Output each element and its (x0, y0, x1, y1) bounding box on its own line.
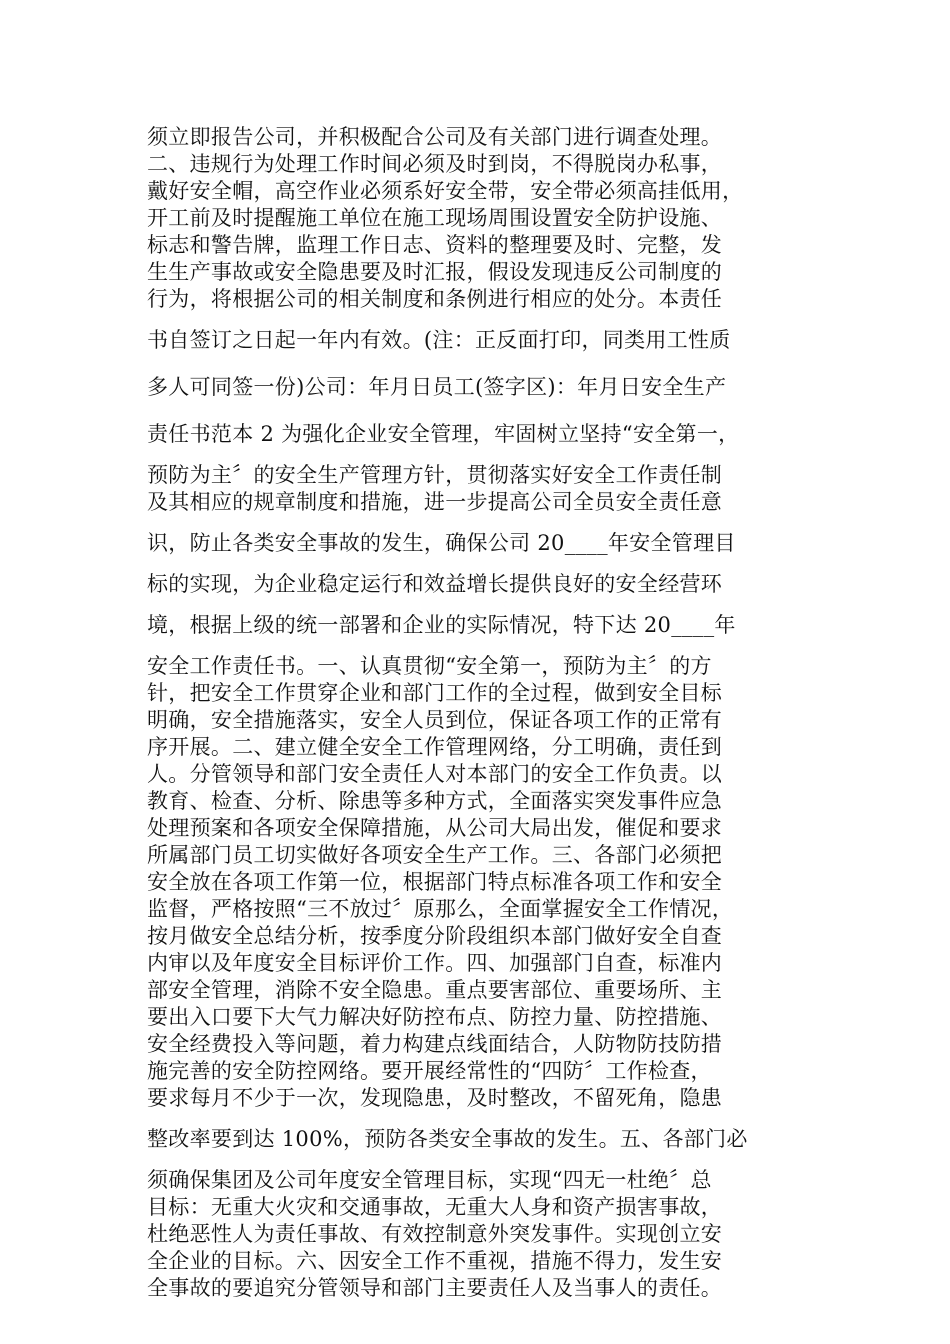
text-line: 安全经费投入等问题，着力构建点线面结合，人防物防技防措 (147, 1032, 723, 1056)
document-body (147, 124, 827, 1302)
text-line: 部安全管理，消除不安全隐患。重点要害部位、重要场所、主 (147, 978, 723, 1002)
text-line: 明确，安全措施落实，安全人员到位，保证各项工作的正常有 (147, 708, 723, 732)
text-line: 行为，将根据公司的相关制度和条例进行相应的处分。本责任 (147, 287, 723, 311)
text-line: 生生产事故或安全隐患要及时汇报，假设发现违反公司制度的 (147, 260, 723, 284)
text-line: 按月做安全总结分析，按季度分阶段组织本部门做好安全自查 (147, 924, 723, 948)
text-line: 标志和警告牌，监理工作日志、资料的整理要及时、完整，发 (147, 233, 723, 257)
text-line: 多人可同签一份)公司：年月日员工(签字区)：年月日安全生产 (147, 375, 727, 399)
text-line: 所属部门员工切实做好各项安全生产工作。三、各部门必须把 (147, 843, 723, 867)
text-line: 境，根据上级的统一部署和企业的实际情况，特下达 20____年 (147, 613, 736, 637)
text-line: 开工前及时提醒施工单位在施工现场周围设置安全防护设施、 (147, 206, 723, 230)
text-line: 书自签订之日起一年内有效。(注：正反面打印，同类用工性质 (147, 328, 731, 352)
text-line: 须确保集团及公司年度安全管理目标，实现“四无一杜绝〞总 (147, 1168, 712, 1192)
text-line: 人。分管领导和部门安全责任人对本部门的安全工作负责。以 (147, 762, 723, 786)
text-line: 责任书范本 2 为强化企业安全管理，牢固树立坚持“安全第一， (147, 422, 740, 446)
text-line: 及其相应的规章制度和措施，进一步提高公司全员安全责任意 (147, 490, 723, 514)
text-line: 要出入口要下大气力解决好防控布点、防控力量、防控措施、 (147, 1005, 723, 1029)
text-line: 全企业的目标。六、因安全工作不重视，措施不得力，发生安 (147, 1249, 723, 1273)
text-line: 内审以及年度安全目标评价工作。四、加强部门自查，标准内 (147, 951, 723, 975)
text-line: 须立即报告公司，并积极配合公司及有关部门进行调查处理。 (147, 125, 723, 149)
text-line: 施完善的安全防控网络。要开展经常性的“四防〞工作检查， (147, 1059, 712, 1083)
text-line: 全事故的要追究分管领导和部门主要责任人及当事人的责任。 (147, 1276, 723, 1300)
text-line: 标的实现，为企业稳定运行和效益增长提供良好的安全经营环 (147, 572, 723, 596)
text-line: 预防为主〞的安全生产管理方针，贯彻落实好安全工作责任制 (147, 463, 723, 487)
text-line: 目标：无重大火灾和交通事故，无重大人身和资产损害事故， (147, 1195, 723, 1219)
text-line: 要求每月不少于一次，发现隐患，及时整改，不留死角，隐患 (147, 1086, 723, 1110)
text-line: 识，防止各类安全事故的发生，确保公司 20____年安全管理目 (147, 531, 736, 555)
text-line: 整改率要到达 100%，预防各类安全事故的发生。五、各部门必 (147, 1127, 748, 1151)
text-line: 教育、检查、分析、除患等多种方式，全面落实突发事件应急 (147, 789, 723, 813)
text-line: 二、违规行为处理工作时间必须及时到岗，不得脱岗办私事， (147, 152, 723, 176)
text-line: 杜绝恶性人为责任事故、有效控制意外突发事件。实现创立安 (147, 1222, 723, 1246)
text-line: 处理预案和各项安全保障措施，从公司大局出发，催促和要求 (147, 816, 723, 840)
text-line: 针，把安全工作贯穿企业和部门工作的全过程，做到安全目标 (147, 681, 723, 705)
text-line: 序开展。二、建立健全安全工作管理网络，分工明确，责任到 (147, 735, 723, 759)
text-line: 监督，严格按照“三不放过〞原那么，全面掌握安全工作情况， (147, 897, 734, 921)
text-line: 安全工作责任书。一、认真贯彻“安全第一，预防为主〞的方 (147, 654, 712, 678)
text-line: 安全放在各项工作第一位，根据部门特点标准各项工作和安全 (147, 870, 723, 894)
text-line: 戴好安全帽，高空作业必须系好安全带，安全带必须高挂低用， (147, 179, 744, 203)
